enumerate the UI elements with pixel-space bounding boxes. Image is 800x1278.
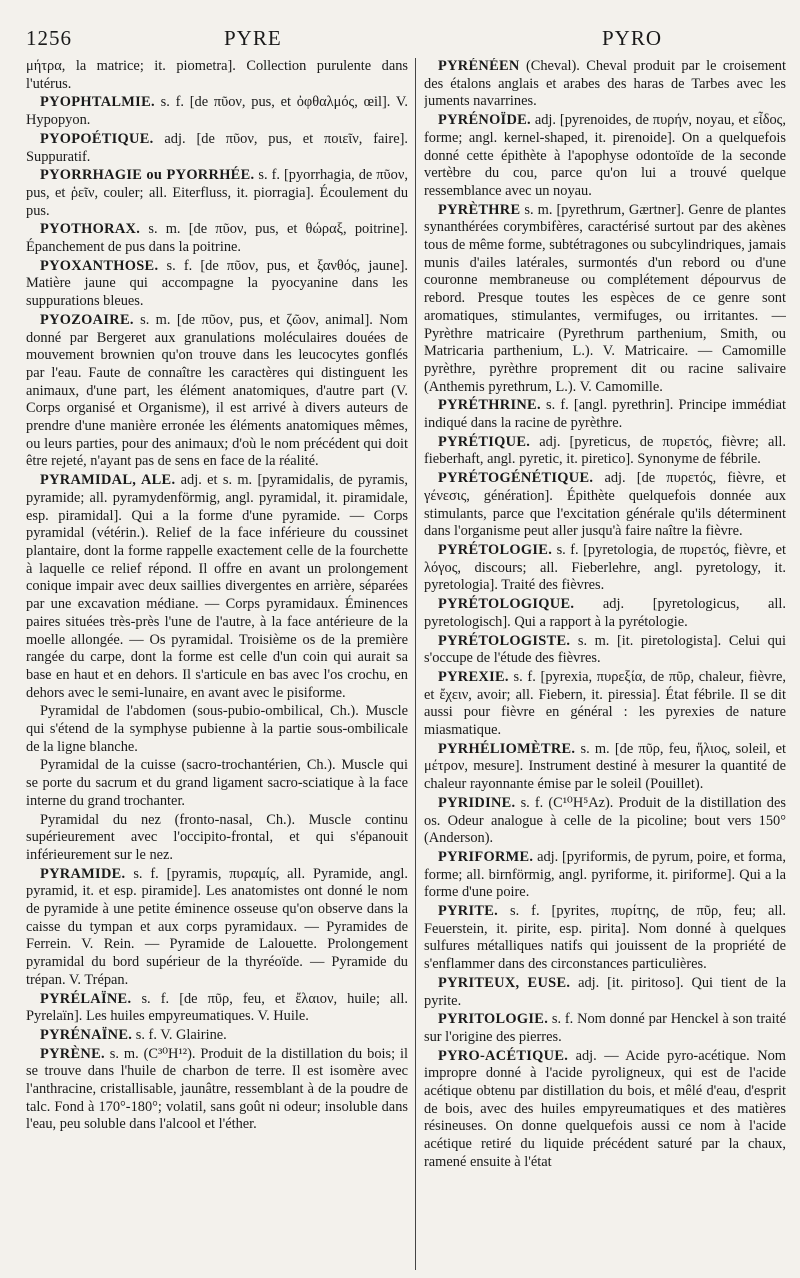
dictionary-entry <box>26 1046 408 1135</box>
entry-etymology: [de πυρετός, fièvre, et γένεσις, génération]. <box>424 470 786 504</box>
dictionary-entry <box>26 703 408 756</box>
entry-headword: PYREXIE. <box>438 668 509 685</box>
entry-headword: PYRÉNOÏDE. <box>438 112 531 129</box>
entry-headword: PYRO-ACÉTIQUE. <box>438 1047 569 1064</box>
entry-definition: État fébrile. Il se dit aussi pour fièvre en général : les pyrexies de nature miasmatique. <box>424 686 786 739</box>
entry-etymology: [pyrexia, πυρεξία, de πῦρ, chaleur, fièvre, et ἔχειν, avoir; all. Fiebern, it. piressia]. <box>424 668 786 703</box>
entry-headword: PYRÉLAÏNE. <box>40 990 132 1007</box>
entry-grammar: adj. <box>537 848 559 865</box>
entry-definition: V. Hypopyon. <box>26 94 408 129</box>
entry-grammar: s. m. <box>524 201 553 218</box>
dictionary-entry <box>424 795 786 848</box>
entry-etymology: [angl. pyrethrin]. <box>573 397 674 414</box>
entry-etymology: [pyrites, πυρίτης, de πῦρ, feu; all. Feuerstein, it. pirite, esp. pirita]. <box>424 903 786 937</box>
dictionary-entry <box>424 633 786 668</box>
entry-etymology: [it. piritoso]. <box>607 974 684 991</box>
entry-grammar: s. m. <box>140 311 171 328</box>
entry-etymology: [pyrethrum, Gærtner]. <box>556 201 685 218</box>
entry-grammar: adj. <box>604 470 626 487</box>
entry-grammar: s. f. <box>546 397 569 414</box>
entry-headword: PYRÈNE. <box>40 1045 105 1062</box>
dictionary-entry <box>26 258 408 311</box>
entry-grammar: adj. et s. m. <box>180 472 253 489</box>
entry-definition: Épanchement de pus dans la poitrine. <box>26 239 241 256</box>
entry-definition: Matière jaune qui accompagne la pyocyanine dans les suppurations bleues. <box>26 275 408 310</box>
entry-grammar: s. f. <box>141 990 170 1007</box>
entry-headword: PYOZOAIRE. <box>40 311 134 328</box>
entry-definition: Nom donné par Henckel à son traité sur l'origine des pierres. <box>424 1011 786 1045</box>
entry-definition: Suppuratif. <box>26 148 91 165</box>
entry-headword: PYRIDINE. <box>438 794 516 811</box>
entry-etymology: [de πῦον, pus, et ὀφθαλμός, œil]. <box>189 94 391 111</box>
entry-grammar: s. f. <box>160 94 184 111</box>
entry-definition: Cheval produit par le croisement des étalons anglais et arabes des haras de Tarbes avec les juments navarrines. <box>424 58 786 110</box>
entry-etymology: [de πῦρ, feu, ἥλιος, soleil, et μέτρον, mesure]. <box>424 740 786 775</box>
entry-grammar: (Cheval). <box>525 58 580 74</box>
dictionary-entry <box>424 470 786 541</box>
dictionary-entry <box>424 596 786 631</box>
entry-etymology: [pyriformis, de pyrum, poire, et forma, forme; all. birnförmig, angl. pyriforme, it. piriforme]. <box>424 848 786 883</box>
dictionary-entry <box>424 202 786 397</box>
entry-definition: Qui tient de la pyrite. <box>424 974 786 1009</box>
entry-etymology: [pyretologicus, all. pyretologisch]. <box>424 596 786 630</box>
entry-etymology: [pyretologia, de πυρετός, fièvre, et λόγος, discours; all. Fieberlehre, angl. pyretology, it. pyretologia]. <box>424 541 786 594</box>
entry-headword: PYRÉTOGÉNÉTIQUE. <box>438 470 594 487</box>
entry-headword: PYRHÉLIOMÈTRE. <box>438 740 576 757</box>
entry-etymology: [de πῦον, pus, et ζῶον, animal]. <box>176 311 373 328</box>
entry-etymology: [pyreticus, de πυρετός, fièvre; all. fieberhaft, angl. pyretic, it. piretico]. <box>424 433 786 468</box>
entry-headword: PYRITOLOGIE. <box>438 1011 549 1028</box>
entry-definition: Celui qui s'occupe de l'étude des fièvres. <box>424 632 786 667</box>
right-column <box>424 58 786 1270</box>
entry-definition: Qui a la forme d'une pyramide. — Corps pyramidal (vétérin.). Relief de la face inférieure du coussinet plantaire, dont la forme rappelle exactement celle de la fourchette à laquelle ce relief répond. Il offre en avant un prolongement conique impair avec deux saillies divergentes en arrière, séparées par une excavation médiane. — Corps pyramidaux. Éminences paires situées très-près l'une de l'autre, à la face antérieure de la moelle allongée. — Os pyramidal. Troisième os de la première rangée du carpe, dont la forme est celle d'un coin qui aurait sa base en haut et en dehors. Il s'articule en bas avec l'os crochu, en dehors avec le semi-lunaire, en avant avec le pisiforme. <box>26 507 408 701</box>
entry-definition: Nom donné à quelques sulfures métalliques natifs qui jouissent de la propriété de s'enflammer dans des circonstances particulières. <box>424 920 786 973</box>
dictionary-entry <box>26 757 408 810</box>
entry-etymology: [pyorrhagia, de πῦον, pus, et ῥεῖν, couler; all. Eiterfluss, it. piorragia]. <box>26 167 408 201</box>
dictionary-entry <box>424 434 786 469</box>
entry-headword: PYRÉTOLOGISTE. <box>438 632 571 649</box>
entry-etymology: [pyrenoides, de πυρήν, noyau, et εἶδος, forme; angl. kernel-shaped, it. pirenoide]. <box>424 112 786 146</box>
entry-grammar: s. f. <box>513 668 536 685</box>
entry-headword: PYOPHTALMIE. <box>40 94 155 111</box>
entry-etymology: (C³⁰H¹²). <box>143 1045 196 1062</box>
entry-headword: PYOTHORAX. <box>40 221 141 238</box>
dictionary-entry <box>26 1027 408 1045</box>
entry-headword: PYRAMIDE. <box>40 865 126 882</box>
dictionary-entry <box>424 1048 786 1172</box>
entry-grammar: adj. <box>534 112 557 129</box>
entry-headword: PYOXANTHOSE. <box>40 257 159 274</box>
entry-definition: — Acide pyro-acétique. Nom impropre donné à l'acide pyroligneux, qui est de l'acide acétique obtenu par distillation du bois, et mêlé d'eau, d'esprit de bois, avec des huiles empyreumatiques et des matières résineuses. On donne quelquefois aussi ce nom à l'acide acétique retiré du liquide précédent saturé par la chaux, ramené ensuite à l'état <box>424 1047 786 1170</box>
entry-etymology: (C¹⁰H⁵Az). <box>548 794 614 811</box>
dictionary-entry <box>424 903 786 974</box>
entry-etymology: [it. piretologista]. <box>616 632 722 649</box>
entry-grammar: s. f. <box>135 1026 157 1043</box>
entry-grammar: s. f. <box>551 1011 574 1028</box>
entry-headword: PYOPOÉTIQUE. <box>40 130 154 147</box>
dictionary-entry <box>26 991 408 1026</box>
dictionary-entry <box>26 131 408 166</box>
entry-definition: Pyramidal de l'abdomen (sous-pubio-ombilical, Ch.). Muscle qui s'étend de la symphyse pubienne à la partie sous-ombilicale de la ligne blanche. <box>26 703 408 755</box>
entry-definition: Nom donné par Bergeret aux granulations moléculaires douées de mouvement brownien qu'on trouve dans les leucocytes gonflés par l'eau. Faute de connaître les caractères qui distinguent les animaux, d'une part, les élément anatomiques, d'autre part (V. Corps organisé et Organisme), il est arrivé à divers auteurs de prendre d'une manière erronée les éléments anatomiques mêmes, ou leurs parties, pour des animaux; d'où le nom précédent qui doit être rejeté, n'ayant pas de sens en face de la réalité. <box>26 311 408 470</box>
dictionary-entry <box>424 975 786 1010</box>
dictionary-entry <box>26 866 408 990</box>
entry-etymology: [de πῦον, pus, et ξανθός, jaune]. <box>200 257 408 274</box>
entry-headword: PYRIFORME. <box>438 848 534 865</box>
running-head-right: PYRO <box>602 26 663 50</box>
entry-grammar: s. m. <box>148 221 181 238</box>
entry-grammar: s. f. <box>556 541 579 558</box>
entry-headword: PYRAMIDAL, ALE. <box>40 472 176 489</box>
entry-grammar: s. f. <box>258 167 280 184</box>
dictionary-entry <box>424 542 786 595</box>
entry-grammar: adj. <box>539 433 561 450</box>
entry-etymology: [de πῦον, pus, et ποιεῖν, faire]. <box>196 130 408 147</box>
page-header <box>26 26 782 56</box>
entry-definition: On a quelquefois donné cette épithète à l'apophyse odontoïde de la seconde vertèbre du cou, parce qu'on lui a trouvé quelque ressemblance avec un noyau. <box>424 129 786 199</box>
dictionary-entry <box>26 221 408 256</box>
dictionary-entry <box>26 312 408 471</box>
entry-grammar: adj. <box>602 596 625 613</box>
dictionary-entry <box>424 741 786 794</box>
entry-definition: Les huiles empyreumatiques. V. Huile. <box>85 1008 309 1025</box>
entry-definition: Écoulement du pus. <box>26 184 408 219</box>
entry-grammar: s. m. <box>577 632 610 649</box>
running-head-left: PYRE <box>224 26 282 50</box>
entry-definition: Qui a rapport à la pyrétologie. <box>514 613 688 630</box>
entry-grammar: s. f. <box>133 865 159 882</box>
entry-definition: Principe immédiat indiqué dans la racine de pyrèthre. <box>424 397 786 432</box>
entry-definition: μήτρα, la matrice; it. piometra]. Collection purulente dans l'utérus. <box>26 58 408 92</box>
left-column <box>26 58 408 1270</box>
dictionary-entry <box>26 94 408 129</box>
entry-grammar: s. f. <box>510 903 540 920</box>
entry-etymology: [de πῦον, pus, et θώραξ, poitrine]. <box>188 221 408 238</box>
entry-etymology: [de πῦρ, feu, et ἔλαιον, huile; all. Pyrelaïn]. <box>26 990 408 1025</box>
entry-definition: Les anatomistes ont donné le nom de pyramide à une petite éminence osseuse qu'on observe dans la caisse du tympan et aux corps pyramidaux. — Pyramides de Ferrein. V. Rein. — Pyramide de Lalouette. Prolongement pyramidal du bord supérieur de la thyréoïde. — Pyramide du trépan. V. Trépan. <box>26 883 408 988</box>
entry-headword: PYRÉNAÏNE. <box>40 1026 133 1043</box>
entry-headword: PYRÉNÉEN <box>438 58 520 74</box>
entry-definition: Épithète quelquefois donnée aux stimulants, parce que l'excitation générale qu'ils déterminent dans l'organisme peut aller jusqu'à faire naître la fièvre. <box>424 487 786 540</box>
dictionary-entry <box>424 58 786 111</box>
dictionary-entry <box>26 472 408 702</box>
entry-grammar: adj. <box>575 1047 597 1064</box>
dictionary-entry <box>424 849 786 902</box>
entry-definition: Genre de plantes synanthérées corymbifères, caractérisé surtout par des akènes tous de même forme, subtétragones ou subcylindriques, jamais munis d'ailes latérales, surmontés d'un rebord ou d'une couronne membraneuse ou complétement dépourvus de rebord. Presque toutes les espèces de ce genre sont aromatiques, stimulantes, vermifuges, ou irritantes. — Pyrèthre matricaire (Pyrethrum parthenium, Smith, ou Matricaria parthenium, L.). V. Matricaire. — Camomille pyrèthre, pyrèthre proprement dit ou racine salivaire (Anthemis pyrethrum, L.). V. Camomille. <box>424 201 786 395</box>
entry-definition: Synonyme de fébrile. <box>637 451 761 468</box>
dictionary-entry <box>424 112 786 201</box>
entry-definition: Produit de la distillation des os. Odeur analogue à celle de la picoline; bout vers 150° (Anderson). <box>424 794 786 847</box>
entry-definition: Pyramidal de la cuisse (sacro-trochantérien, Ch.). Muscle qui se porte du sacrum et du grand ligament sacro-sciatique à la face interne du grand trochanter. <box>26 757 408 809</box>
dictionary-entry <box>424 397 786 432</box>
entry-grammar: s. f. <box>166 257 193 274</box>
entry-definition: Instrument destiné à mesurer la quantité de chaleur rayonnante émise par le soleil (Pouillet). <box>424 758 786 793</box>
entry-grammar: s. f. <box>520 794 544 811</box>
entry-headword: PYRÈTHRE <box>438 201 521 218</box>
entry-headword: PYRITEUX, EUSE. <box>438 974 571 991</box>
column-divider <box>415 58 416 1270</box>
entry-grammar: s. m. <box>109 1045 139 1062</box>
dictionary-entry <box>26 167 408 220</box>
entry-headword: PYRÉTHRINE. <box>438 397 541 414</box>
entry-headword: PYRÉTOLOGIQUE. <box>438 596 575 613</box>
entry-definition: Qui a la forme d'une poire. <box>424 866 786 901</box>
entry-grammar: adj. <box>164 130 186 147</box>
entry-headword: PYRITE. <box>438 903 499 920</box>
entry-headword: PYORRHAGIE ou PYORRHÉE. <box>40 167 255 184</box>
entry-headword: PYRÉTIQUE. <box>438 433 531 450</box>
entry-grammar: adj. <box>578 974 600 991</box>
entry-grammar: s. m. <box>580 740 610 757</box>
dictionary-entry <box>26 58 408 93</box>
entry-definition: Traité des fièvres. <box>501 577 605 594</box>
entry-definition: Pyramidal du nez (fronto-nasal, Ch.). Muscle continu supérieurement avec l'occipito-frontal, et qui s'épanouit inférieurement sur le nez. <box>26 811 408 863</box>
dictionary-entry <box>424 669 786 740</box>
entry-headword: PYRÉTOLOGIE. <box>438 541 553 558</box>
entry-definition: Produit de la distillation du bois; il se trouve dans l'huile de charbon de terre. Il est isomère avec l'anthracine, cristallisable, jaunâtre, ressemblant à de la poudre de talc. Fond à 170°-180°; volatil, sans goût ni odeur; insoluble dans l'eau, peu soluble dans l'alcool et l'éther. <box>26 1045 408 1133</box>
entry-definition: V. Glairine. <box>160 1026 227 1043</box>
page-number: 1256 <box>26 26 72 50</box>
entry-etymology: [pyramis, πυραμίς, all. Pyramide, angl. pyramid, it. et esp. piramide]. <box>26 865 408 900</box>
dictionary-entry <box>424 1011 786 1046</box>
dictionary-entry <box>26 812 408 865</box>
entry-etymology: [pyramidalis, de pyramis, pyramide; all. pyramydenförmig, angl. pyramidal, it. piramidale, esp. piramidal]. <box>26 472 408 524</box>
